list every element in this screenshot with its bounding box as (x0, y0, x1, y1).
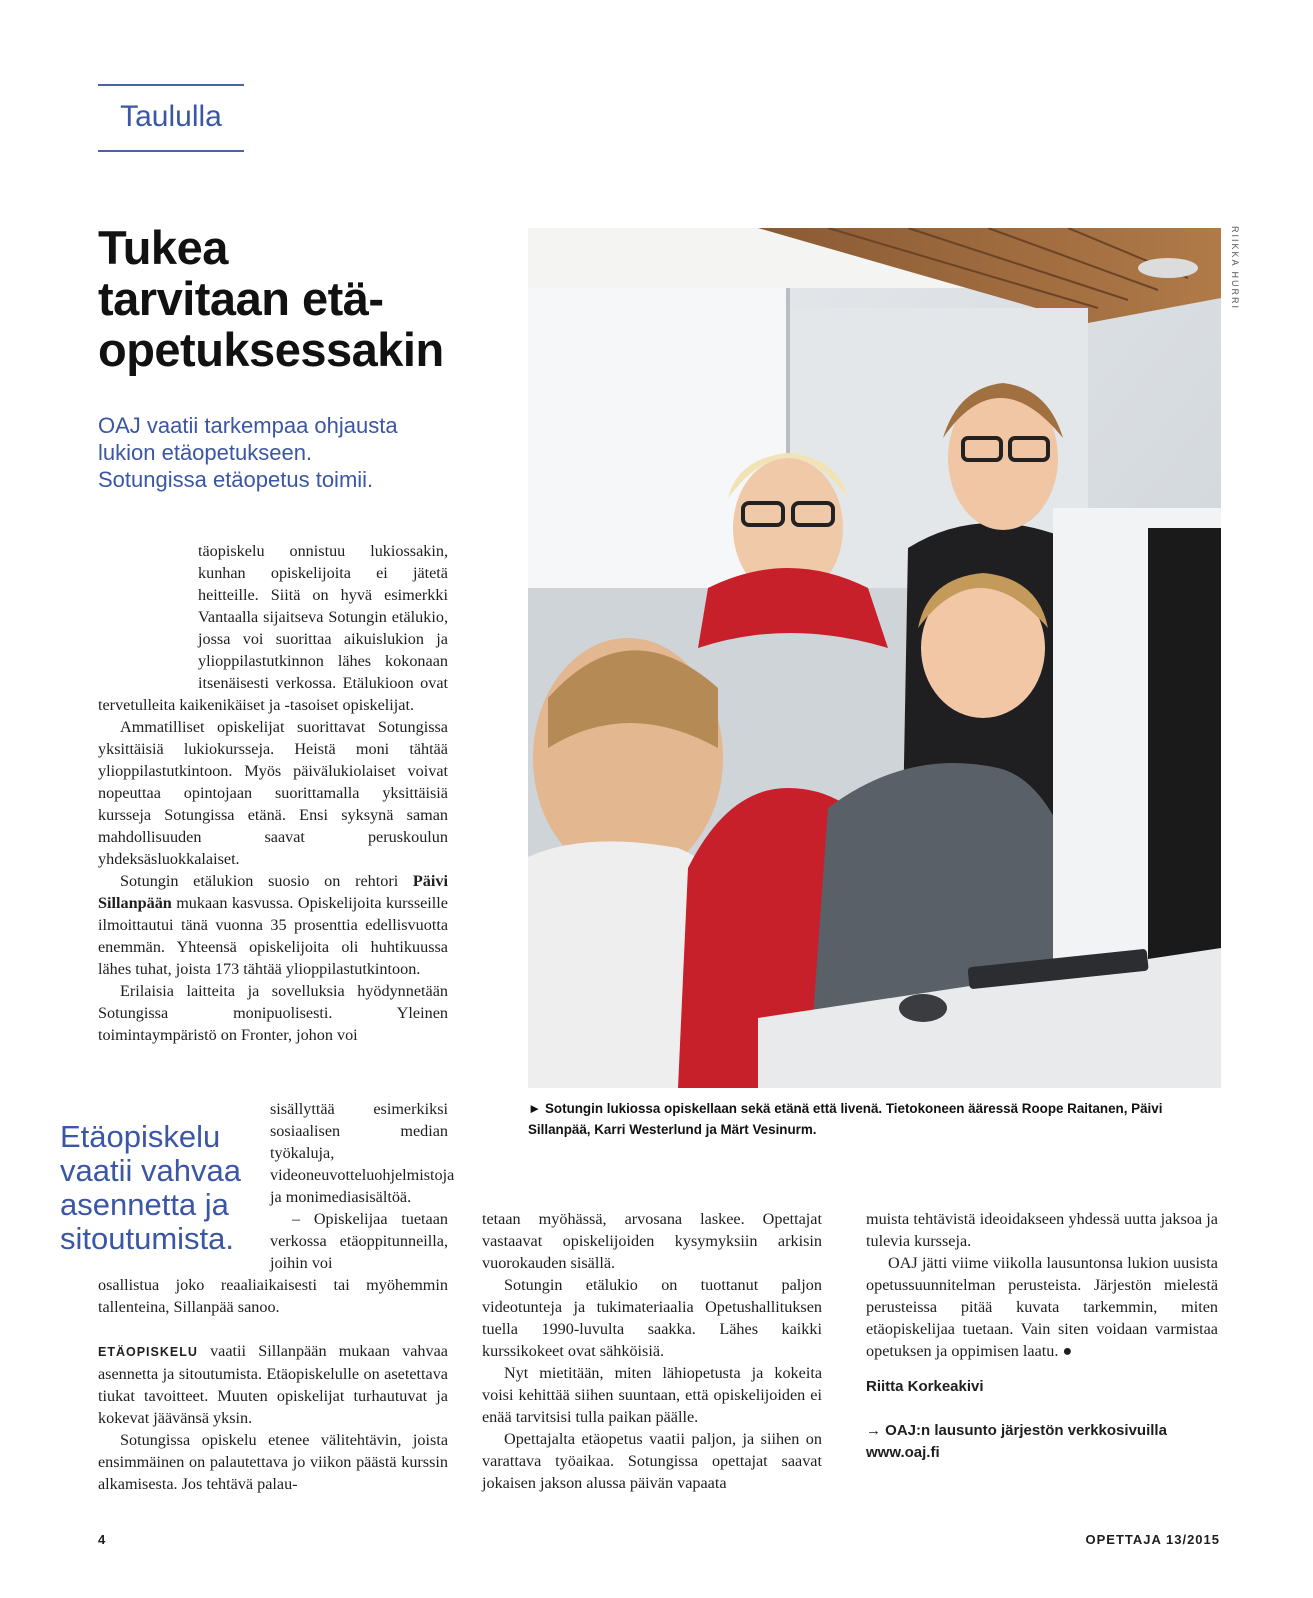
text-span: vaatii Sillanpään mukaan vahvaa asennetta ja sitoutumista. Etäopiskelulle on asetettava tiukat tavoitteet. Muuten opiskelijat turhautuvat ja kokevat jäävänsä yksin. (98, 1342, 448, 1427)
body-paragraph-5: – Opiskelijaa tuetaan verkossa etäoppitunneilla, joihin voi (270, 1210, 448, 1272)
lead-line: Sotungissa etäopetus toimii. (98, 467, 374, 492)
text-span: mukaan kasvussa. Opiskelijoita kursseille ilmoittautui tänä vuonna 35 prosenttia edellisvuotta enemmän. Yhteensä opiskelijoita oli huhtikuussa lähes tuhat, joista 173 tähtää ylioppilastutkintoon. (98, 894, 448, 978)
arrow-right-icon: → (866, 1422, 881, 1439)
link-url[interactable]: www.oaj.fi (866, 1444, 940, 1461)
body-paragraph-4-cont: sisällyttää esimerkiksi sosiaalisen median työkaluja, videoneuvotteluohjelmistoja ja monimediasisältöä. (270, 1100, 455, 1206)
column-1-narrow (270, 1098, 455, 1274)
run-in-heading: ETÄOPISKELU (98, 1345, 198, 1359)
caption-text: Sotungin lukiossa opiskellaan sekä etänä että livenä. Tietokoneen ääressä Roope Raitanen, Päivi Sillanpää, Karri Westerlund ja Märt Vesinurm. (528, 1101, 1163, 1137)
section-label: Taulullа (120, 100, 222, 133)
drop-cap-space (98, 540, 198, 694)
photo-credit (1228, 228, 1244, 318)
body-paragraph-4: Erilaisia laitteita ja sovelluksia hyödynnetään Sotungissa monipuolisesti. Yleinen toimintaympäristö on Fronter, johon voi (98, 982, 448, 1044)
column-1-text (98, 540, 448, 1096)
headline-line: Tukea (98, 221, 228, 274)
article-column-2 (482, 1208, 822, 1494)
related-link[interactable] (866, 1420, 1218, 1464)
body-paragraph: tetaan myöhässä, arvosana laskee. Opettajat vastaavat opiskelijoiden kysymyksiin arkisin vuorokauden sisällä. (482, 1210, 822, 1272)
publication-issue: OPETTAJA 13/2015 (1085, 1532, 1220, 1547)
body-paragraph (866, 1252, 1218, 1362)
end-mark-icon: ● (1062, 1342, 1073, 1360)
section-rule-bottom (98, 150, 244, 152)
headline (98, 222, 498, 375)
body-paragraph: muista tehtävistä ideoidakseen yhdessä uutta jaksoa ja tulevia kursseja. (866, 1210, 1218, 1250)
author-byline: Riitta Korkeakivi (866, 1378, 984, 1395)
body-paragraph-7: Sotungissa opiskelu etenee välitehtävin, joista ensimmäinen on palautettava jo viikon päästä kurssin alkamisesta. Jos tehtävä palau- (98, 1431, 448, 1493)
lead-line: lukion etäopetukseen. (98, 440, 313, 465)
body-paragraph-2: Ammatilliset opiskelijat suorittavat Sotungissa yksittäisiä lukiokursseja. Heistä moni tähtää ylioppilastutkintoon. Myös päivälukiolaiset voivat nopeuttaa opintojaan suorittamalla yksittäisiä kursseja Sotungissa etänä. Ensi syksynä saman mahdollisuuden saavat peruskoulun yhdeksäsluokkalaiset. (98, 718, 448, 868)
body-paragraph-3 (98, 870, 448, 980)
lead-line: OAJ vaatii tarkempaa ohjausta (98, 413, 398, 438)
person-name: Päivi Sillanpään (98, 872, 448, 912)
body-paragraph: Opettajalta etäopetus vaatii paljon, ja siihen on varattava työaikaa. Sotungissa opettajat saavat jokaisen jakson alussa päivän vapaata (482, 1430, 822, 1492)
caption-marker-icon: ► (528, 1101, 542, 1116)
headline-line: tarvitaan etä- (98, 272, 384, 325)
link-text: OAJ:n lausunto järjestön verkkosivuilla (885, 1422, 1167, 1439)
article-column-3 (866, 1208, 1218, 1464)
column-1-bottom (98, 1274, 448, 1495)
classroom-photo-illustration (528, 228, 1221, 1088)
text-span: OAJ jätti viime viikolla lausuntonsa lukion uusista opetussuunnitelman perusteista. Järjestön mielestä perusteissa pitää kuvata tarkemmin, miten etäopiskelijaa tuetaan. Vain siten voidaan varmistaa opetuksen ja oppimisen laatu. (866, 1254, 1218, 1360)
body-paragraph-1: täopiskelu onnistuu lukiossakin, kunhan opiskelijoita ei jätetä heitteille. Siitä on hyvä esimerkki Vantaalla sijaitseva Sotungin etälukio, jossa voi suorittaa aikuislukion ja ylioppilastutkinnon lähes kokonaan itsenäisesti verkossa. Etälukioon ovat tervetulleita kaikenikäiset ja -tasoiset opiskelijat. (98, 542, 448, 714)
photo-caption (528, 1098, 1218, 1140)
photo-credit-text: RIIKKA HURRI (1230, 226, 1240, 311)
body-paragraph-6 (98, 1340, 448, 1429)
headline-line: opetuksessakin (98, 323, 444, 376)
body-paragraph-5-cont: osallistua joko reaaliaikaisesti tai myöhemmin tallenteina, Sillanpää sanoo. (98, 1276, 448, 1316)
pull-quote: Etäopiskelu vaatii vahvaa asennetta ja sitoutumista. (60, 1119, 241, 1256)
body-paragraph: Sotungin etälukio on tuottanut paljon videotunteja ja tukimateriaalia Opetushallituksen tuella 1990-luvulta saakka. Lähes kaikki kurssikokeet ovat sähköisiä. (482, 1276, 822, 1360)
lead-paragraph (98, 412, 438, 493)
article-photo (528, 228, 1221, 1088)
text-span: Sotungin etälukion suosio on rehtori (120, 872, 413, 890)
body-paragraph: Nyt mietitään, miten lähiopetusta ja kokeita voisi kehittää siihen suuntaan, että opiskelijoiden ei enää tarvitsisi tulla paikan päälle. (482, 1364, 822, 1426)
page-number: 4 (98, 1532, 106, 1547)
